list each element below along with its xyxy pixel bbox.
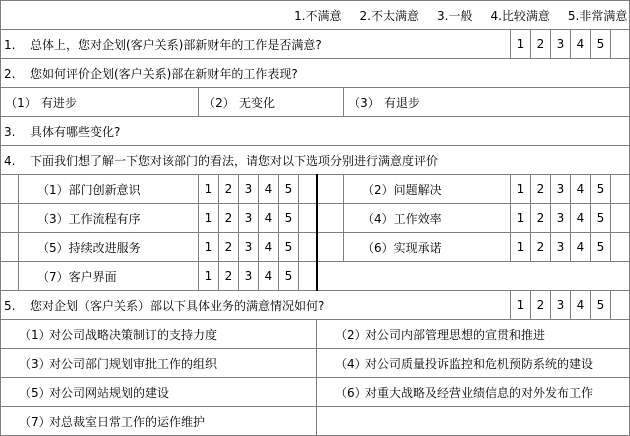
q4-item-3-score-4[interactable]: 4: [259, 204, 279, 233]
question-2: [1, 59, 630, 88]
q1-score-3[interactable]: 3: [551, 30, 571, 59]
q4-item-4-blank: [611, 204, 630, 233]
q5-item-2-number: （2）: [335, 327, 367, 342]
q4-item-2-score-2[interactable]: 2: [531, 175, 551, 204]
legend-5: 5.非常满意: [567, 8, 628, 23]
q4-item-row-4: [1, 262, 630, 291]
q4-item-7-score-5[interactable]: 5: [279, 262, 299, 291]
q4-item-7-label: （7）客户界面: [19, 262, 199, 291]
q4-item-2-label: （2）问题解决: [344, 175, 511, 204]
q4-item-1-label: （1）部门创新意识: [19, 175, 199, 204]
q4-divider: [299, 262, 317, 291]
q4-item-4-score-2[interactable]: 2: [531, 204, 551, 233]
question-row-3: [1, 117, 630, 146]
q4-indent: [1, 233, 19, 262]
q4-item-2-blank: [611, 175, 630, 204]
q4-item-6-blank: [611, 233, 630, 262]
q4-item-6-score-5[interactable]: 5: [591, 233, 611, 262]
q5-item-4[interactable]: [317, 349, 630, 378]
q4-indent: [1, 262, 19, 291]
q4-gap: [317, 175, 344, 204]
q2-option-1-text: 有进步: [41, 95, 78, 110]
q4-item-5-score-4[interactable]: 4: [259, 233, 279, 262]
q4-item-6-score-2[interactable]: 2: [531, 233, 551, 262]
q1-score-5[interactable]: 5: [591, 30, 611, 59]
q5-item-6-number: （6）: [335, 385, 367, 400]
q2-option-1-number: （1）: [5, 95, 37, 110]
q2-option-2[interactable]: [199, 88, 344, 117]
q5-item-1-number: （1）: [19, 327, 51, 342]
legend-2: 2.不太满意: [359, 8, 419, 23]
q4-item-3-label: （3）工作流程有序: [19, 204, 199, 233]
question-1: [1, 30, 511, 59]
question-4-text: 下面我们想了解一下您对该部门的看法，请您对以下选项分别进行满意度评价: [30, 153, 439, 168]
question-5: [1, 291, 511, 320]
q4-divider: [299, 204, 317, 233]
question-3-text: 具体有哪些变化?: [30, 124, 121, 139]
q5-item-5-number: （5）: [19, 385, 51, 400]
q4-item-4-score-4[interactable]: 4: [571, 204, 591, 233]
question-5-text: 您对企划（客户关系）部以下具体业务的满意情况如何?: [30, 298, 325, 313]
q5-item-4-number: （4）: [335, 356, 367, 371]
q5-score-1[interactable]: 1: [511, 291, 531, 320]
q4-item-4-score-5[interactable]: 5: [591, 204, 611, 233]
question-1-text: 总体上，您对企划(客户关系)部新财年的工作是否满意?: [30, 37, 322, 52]
q4-item-1-score-3[interactable]: 3: [239, 175, 259, 204]
q2-option-1[interactable]: [1, 88, 199, 117]
question-4-number: 4.: [4, 153, 16, 168]
q4-item-5-score-2[interactable]: 2: [219, 233, 239, 262]
q5-item-3-number: （3）: [19, 356, 51, 371]
q4-item-7-score-3[interactable]: 3: [239, 262, 259, 291]
q4-item-7-score-2[interactable]: 2: [219, 262, 239, 291]
q4-item-5-score-5[interactable]: 5: [279, 233, 299, 262]
q5-item-4-text: 对公司质量投诉监控和危机预防系统的建设: [365, 356, 594, 371]
q4-item-row-2: [1, 204, 630, 233]
q5-score-blank: [611, 291, 630, 320]
q1-score-1[interactable]: 1: [511, 30, 531, 59]
q4-item-2-score-3[interactable]: 3: [551, 175, 571, 204]
q5-item-1[interactable]: [1, 320, 317, 349]
q2-option-3[interactable]: [344, 88, 630, 117]
q4-item-3-score-1[interactable]: 1: [199, 204, 219, 233]
q5-item-7-number: （7）: [19, 414, 51, 429]
question-3-number: 3.: [4, 124, 16, 139]
q4-item-1-score-5[interactable]: 5: [279, 175, 299, 204]
question-2-text: 您如何评价企划(客户关系)部在新财年的工作表现?: [30, 66, 298, 81]
rating-legend: [1, 1, 630, 30]
q5-item-3-text: 对公司部门规划审批工作的组织: [49, 356, 218, 371]
q1-score-blank: [611, 30, 630, 59]
q4-gap: [317, 204, 344, 233]
q4-divider: [299, 233, 317, 262]
q5-item-row-3: [1, 378, 630, 407]
q4-item-7-score-4[interactable]: 4: [259, 262, 279, 291]
q4-item-5-label: （5）持续改进服务: [19, 233, 199, 262]
q4-item-5-score-1[interactable]: 1: [199, 233, 219, 262]
q5-item-2[interactable]: [317, 320, 630, 349]
legend-3: 3.一般: [437, 8, 473, 23]
q4-item-2-score-4[interactable]: 4: [571, 175, 591, 204]
q2-options-row: [1, 88, 630, 117]
q4-item-row-1: [1, 175, 630, 204]
question-4: [1, 146, 630, 175]
question-3: [1, 117, 630, 146]
q4-item-2-score-1[interactable]: 1: [511, 175, 531, 204]
q2-option-3-text: 有退步: [384, 95, 421, 110]
q5-score-3[interactable]: 3: [551, 291, 571, 320]
question-row-1: [1, 30, 630, 59]
q4-item-6-label: （6）实现承诺: [344, 233, 511, 262]
q4-indent: [1, 175, 19, 204]
q2-option-2-text: 无变化: [239, 95, 276, 110]
question-row-2: [1, 59, 630, 88]
q2-option-2-number: （2）: [203, 95, 235, 110]
q4-divider: [299, 175, 317, 204]
q4-item-6-score-1[interactable]: 1: [511, 233, 531, 262]
question-5-number: 5.: [4, 298, 16, 313]
q4-item-row-3: [1, 233, 630, 262]
q5-empty-cell: [317, 407, 630, 436]
q5-item-3[interactable]: [1, 349, 317, 378]
q4-item-2-score-5[interactable]: 5: [591, 175, 611, 204]
q5-item-1-text: 对公司战略决策制订的支持力度: [49, 327, 218, 342]
q4-item-3-score-2[interactable]: 2: [219, 204, 239, 233]
q5-score-4[interactable]: 4: [571, 291, 591, 320]
question-row-5: [1, 291, 630, 320]
q1-score-2[interactable]: 2: [531, 30, 551, 59]
question-1-number: 1.: [4, 37, 16, 52]
q4-empty-right: [317, 262, 630, 291]
q2-option-3-number: （3）: [348, 95, 380, 110]
q5-score-2[interactable]: 2: [531, 291, 551, 320]
q4-item-4-score-3[interactable]: 3: [551, 204, 571, 233]
legend-1: 1.不满意: [294, 8, 342, 23]
q4-item-1-score-1[interactable]: 1: [199, 175, 219, 204]
q1-score-4[interactable]: 4: [571, 30, 591, 59]
q4-indent: [1, 204, 19, 233]
q5-item-6-text: 对重大战略及经营业绩信息的对外发布工作: [365, 385, 594, 400]
q4-item-1-score-4[interactable]: 4: [259, 175, 279, 204]
q5-item-2-text: 对公司内部管理思想的宣贯和推进: [365, 327, 546, 342]
q5-item-5-text: 对公司网站规划的建设: [49, 385, 170, 400]
legend-row: [1, 1, 630, 30]
q5-item-5[interactable]: [1, 378, 317, 407]
q4-gap: [317, 233, 344, 262]
q4-item-3-score-3[interactable]: 3: [239, 204, 259, 233]
q4-item-7-score-1[interactable]: 1: [199, 262, 219, 291]
q4-item-4-score-1[interactable]: 1: [511, 204, 531, 233]
q4-item-6-score-4[interactable]: 4: [571, 233, 591, 262]
q5-item-7-text: 对总裁室日常工作的运作维护: [49, 414, 206, 429]
q4-item-5-score-3[interactable]: 3: [239, 233, 259, 262]
q4-item-1-score-2[interactable]: 2: [219, 175, 239, 204]
question-row-4: [1, 146, 630, 175]
q4-item-3-score-5[interactable]: 5: [279, 204, 299, 233]
q5-item-row-2: [1, 349, 630, 378]
question-2-number: 2.: [4, 66, 16, 81]
q4-item-6-score-3[interactable]: 3: [551, 233, 571, 262]
q5-item-6[interactable]: [317, 378, 630, 407]
q4-item-4-label: （4）工作效率: [344, 204, 511, 233]
q5-score-5[interactable]: 5: [591, 291, 611, 320]
q5-item-row-4: [1, 407, 630, 436]
q5-item-7[interactable]: [1, 407, 317, 436]
legend-4: 4.比较满意: [490, 8, 550, 23]
q5-item-row-1: [1, 320, 630, 349]
